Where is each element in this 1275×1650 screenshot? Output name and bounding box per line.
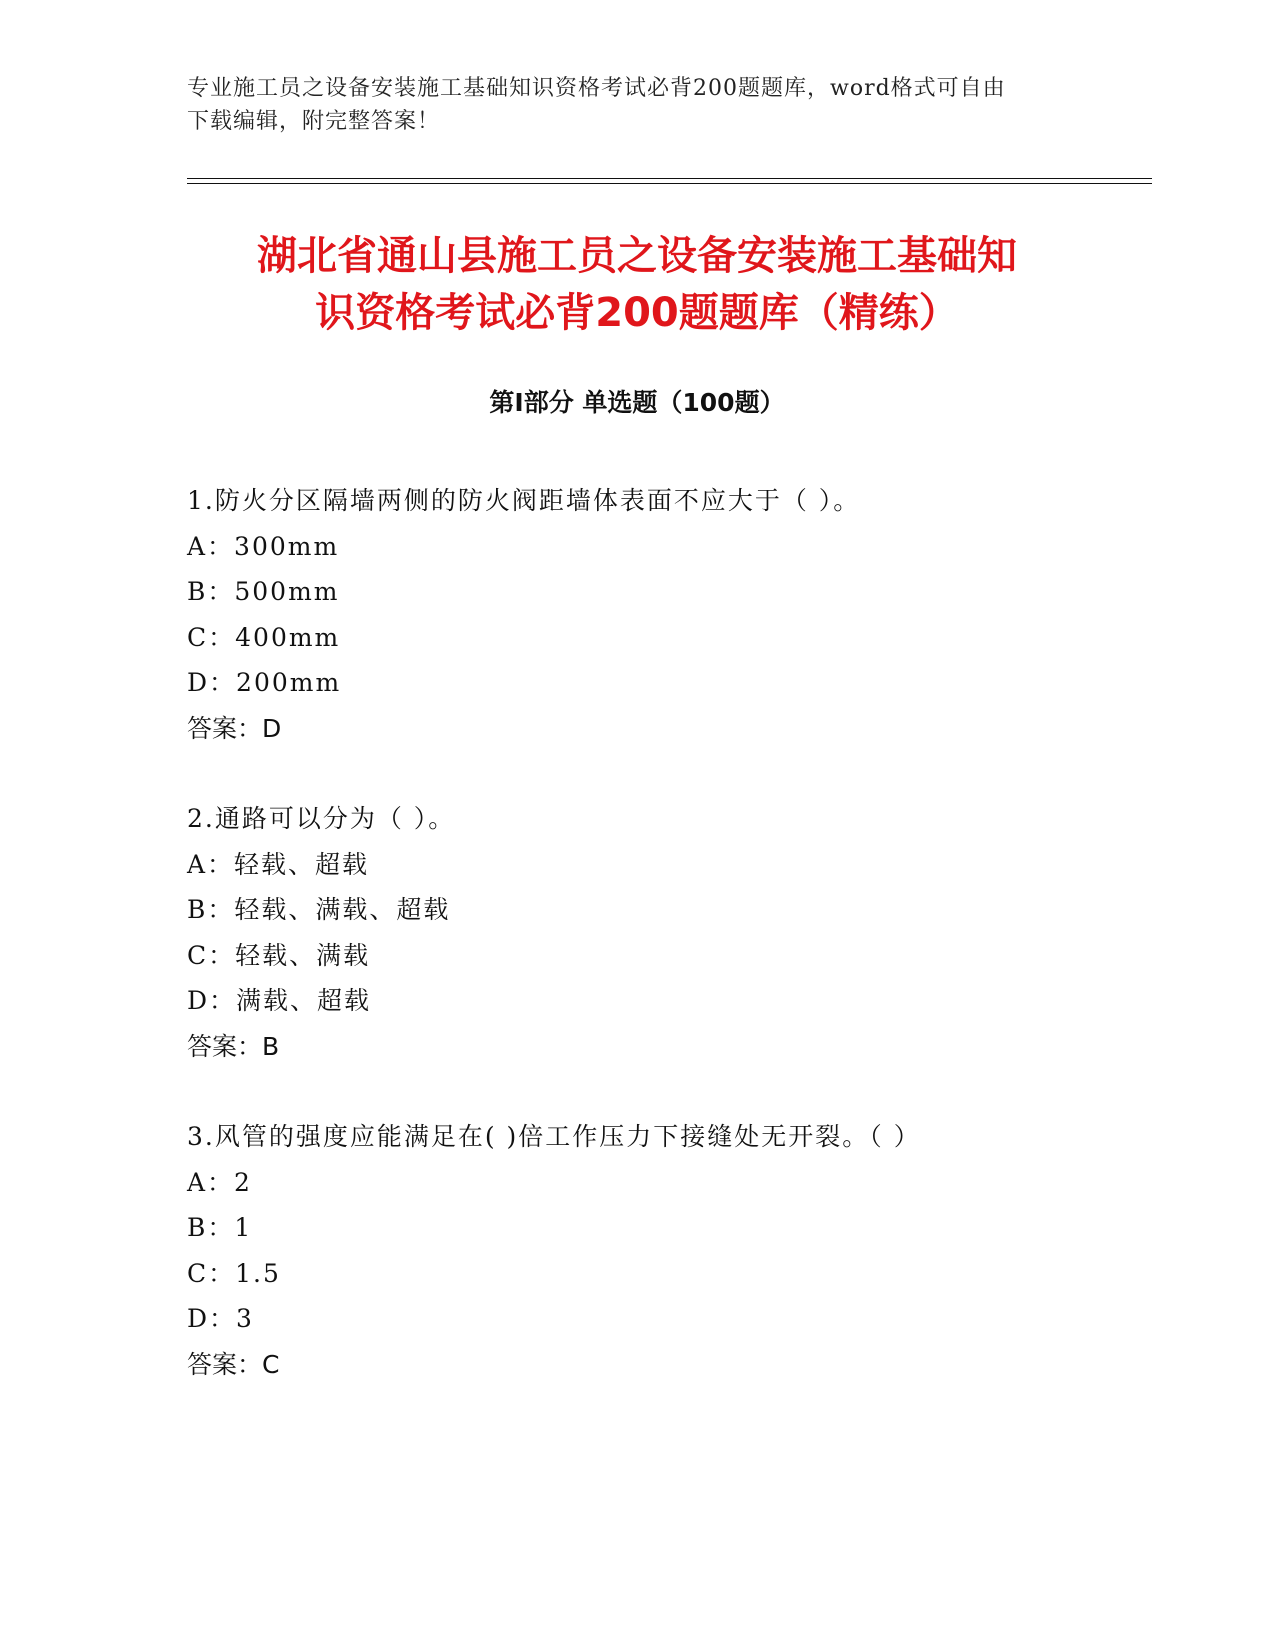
- document-title-line-1: 湖北省通山县施工员之设备安装施工基础知: [257, 233, 1017, 279]
- question-spacer: [187, 1069, 1137, 1114]
- header-note: [187, 72, 1087, 138]
- option-b: B：轻载、满载、超载: [187, 895, 451, 924]
- question-1: [187, 478, 1137, 751]
- question-stem: 3.风管的强度应能满足在( )倍工作压力下接缝处无开裂。（ ）: [187, 1122, 921, 1151]
- option-a: A：2: [187, 1167, 252, 1197]
- header-note-line-1: 专业施工员之设备安装施工基础知识资格考试必背200题题库，word格式可自由: [187, 76, 1006, 101]
- question-list: [187, 478, 1137, 1387]
- option-c: C：轻载、满载: [187, 940, 371, 970]
- header-rule-top: [187, 178, 1152, 179]
- question-stem: 2.通路可以分为（ ）。: [187, 804, 456, 833]
- option-b: B：500mm: [187, 577, 340, 606]
- option-d: D：200mm: [187, 668, 342, 697]
- option-c: C：400mm: [187, 622, 341, 652]
- document-title-line-2: 识资格考试必背200题题库（精练）: [315, 290, 959, 336]
- header-note-line-2: 下载编辑，附完整答案！: [187, 109, 441, 134]
- answer: 答案：C: [187, 1349, 280, 1379]
- option-d: D：满载、超载: [187, 986, 372, 1015]
- header-rule-bottom: [187, 183, 1152, 184]
- option-b: B：1: [187, 1213, 253, 1242]
- section-title: 第Ⅰ部分 单选题（100题）: [489, 388, 785, 417]
- question-2: [187, 796, 1137, 1069]
- question-3: [187, 1114, 1137, 1387]
- option-c: C：1.5: [187, 1258, 281, 1288]
- answer: 答案：B: [187, 1031, 280, 1061]
- option-d: D：3: [187, 1304, 254, 1333]
- document-title: [187, 228, 1087, 342]
- question-spacer: [187, 751, 1137, 796]
- answer: 答案：D: [187, 713, 282, 743]
- question-stem: 1.防火分区隔墙两侧的防火阀距墙体表面不应大于（ ）。: [187, 486, 861, 515]
- option-a: A：300mm: [187, 531, 340, 561]
- option-a: A：轻载、超载: [187, 849, 370, 879]
